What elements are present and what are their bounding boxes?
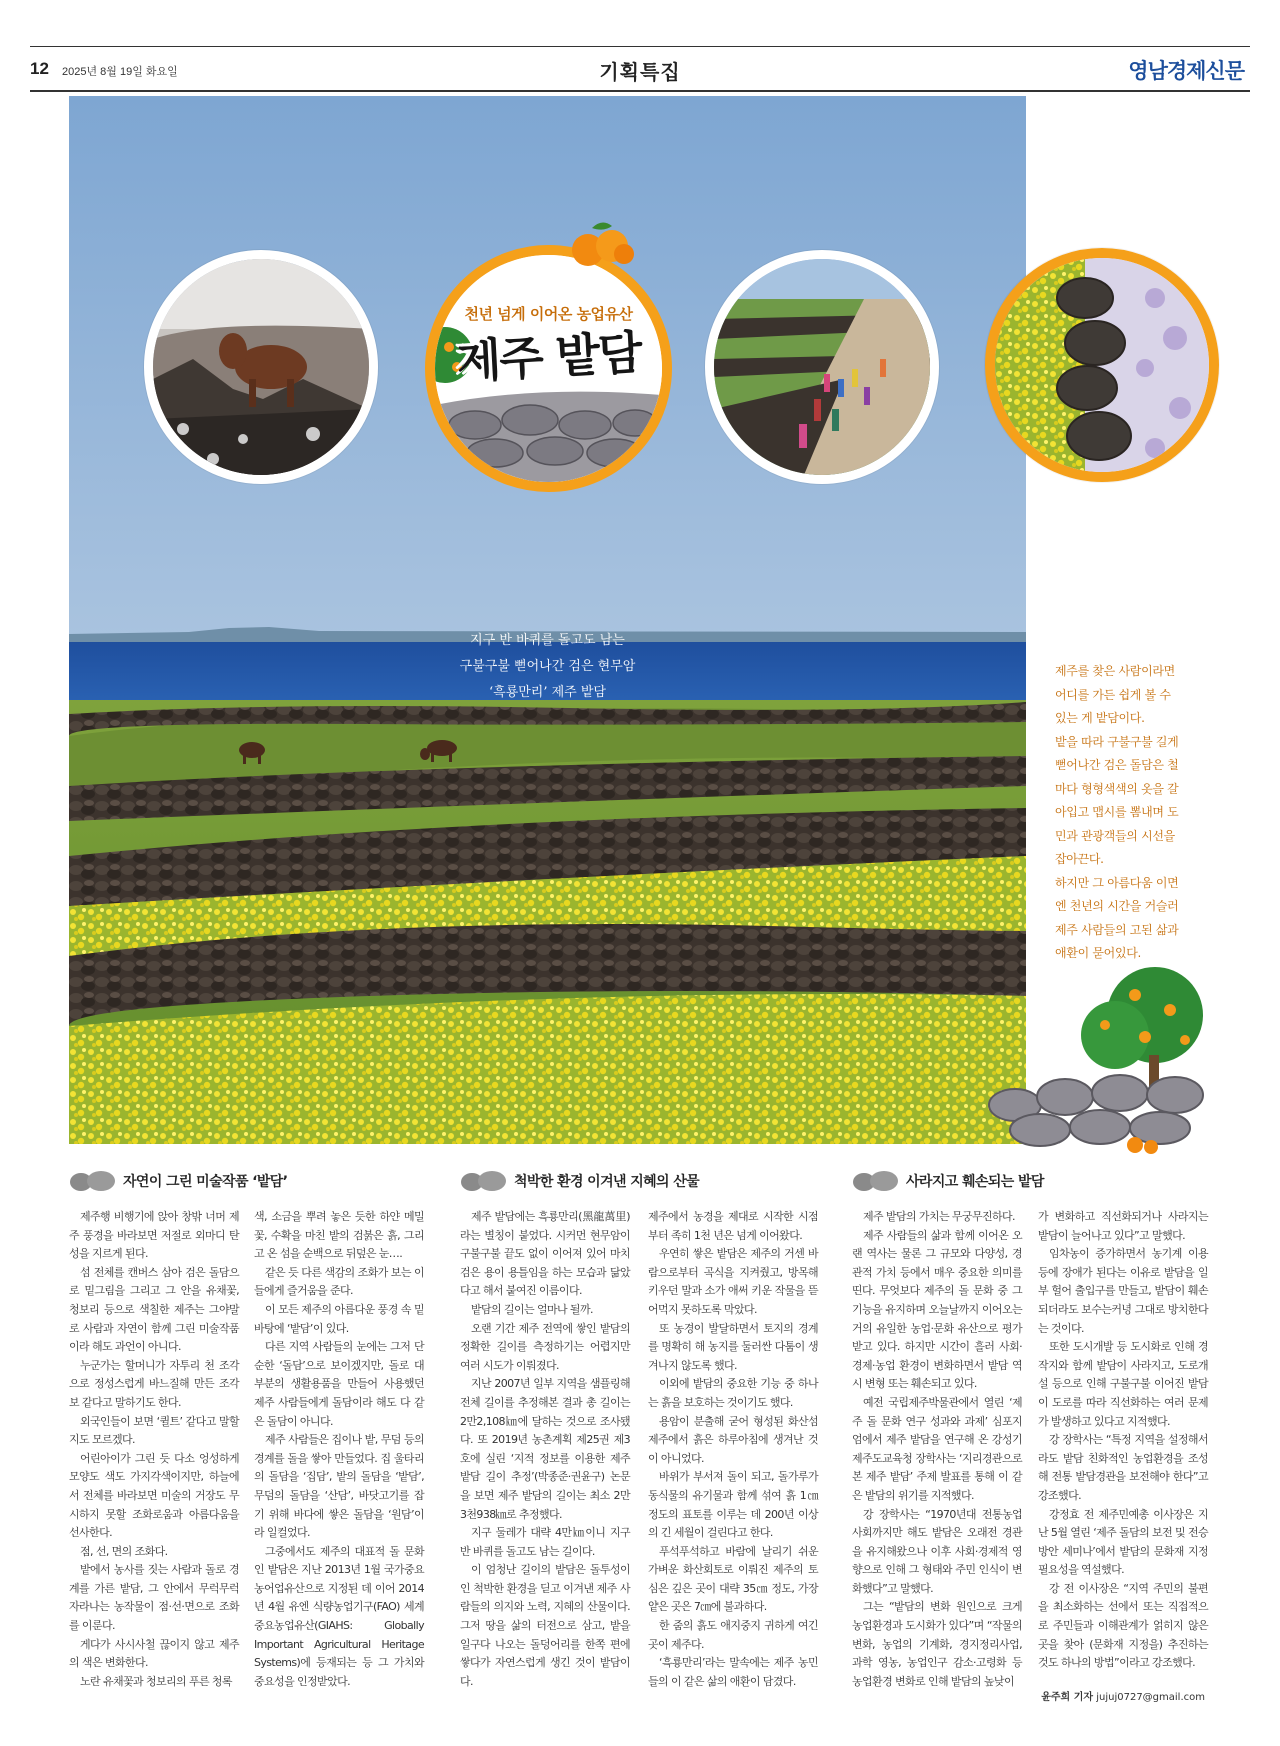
intro-line: 민과 관광객들의 시선을 (1055, 828, 1175, 843)
paragraph: 제주행 비행기에 앉아 창밖 너머 제주 풍경을 바라보면 저절로 외마디 탄성을 지르게 된다. (69, 1210, 239, 1261)
title-kicker: 천년 넘게 이어온 농업유산 (464, 305, 633, 323)
section-heading-text: 자연이 그린 미술작품 ‘밭담’ (123, 1174, 288, 1190)
newspaper-name: 영남경제신문 (1128, 59, 1244, 83)
article-column-3 (460, 1208, 630, 1691)
paragraph: 강정효 전 제주민예총 이사장은 지난 5월 열린 ‘제주 돌담의 보전 및 전승 방안 세미나’에서 밭담의 문화재 지정 필요성을 역설했다. (1038, 1507, 1208, 1577)
intro-line: 엔 천년의 시간을 거슬러 (1055, 899, 1179, 913)
article-column-1 (69, 1208, 239, 1691)
hero-subtitle (69, 628, 1026, 706)
paragraph: 그중에서도 제주의 대표적 돌 문화인 밭담은 지난 2013년 1월 국가중요농어업유산으로 지정된 데 이어 2014년 4월 유엔 식량농업기구(FAO) 세계중요농업유산(GIAHS: Globally Important Agricultural Heritage Systems)에 등재되는 등 그 가치와 중요성을 인정받았다. (254, 1544, 424, 1688)
paragraph: 다른 지역 사람들의 눈에는 그저 단순한 ‘돌담’으로 보이겠지만, 돌로 대부분의 생활용품을 만들어 사용했던 제주 사람들에게 돌담이라 해도 다 같은 돌담이 아니다. (254, 1340, 424, 1428)
paragraph: 제주 밭담의 가치는 무궁무진하다. (863, 1210, 1015, 1223)
intro-line: 하지만 그 아름다움 이면 (1055, 875, 1179, 890)
paragraph: 이외에 밭담의 중요한 기능 중 하나는 흙을 보호하는 것이기도 했다. (648, 1377, 818, 1409)
intro-line: 밭을 따라 구불구불 길게 (1055, 734, 1179, 749)
intro-line: 아입고 맵시를 뽐내며 도 (1055, 805, 1179, 819)
section-heading-1 (69, 1168, 409, 1194)
paragraph: 색, 소금을 뿌려 놓은 듯한 하얀 메밀꽃, 수확을 마친 밭의 검붉은 흙, 그리고 온 섬을 순백으로 뒤덮은 눈…. (254, 1210, 424, 1261)
paragraph: 제주 사람들의 삶과 함께 이어온 오랜 역사는 물론 그 규모와 다양성, 경관적 가치 등에서 매우 중요한 의미를 띤다. 무엇보다 제주의 돌 문화 중 그 기능을 유지하며 오늘날까지 이어오는 거의 유일한 농업·문화 유산으로 평가받고 있다. 하지만 시간이 흘러 사회·경제·농업 환경이 변화하면서 밭담 역시 변형 또는 훼손되고 있다. (852, 1228, 1022, 1391)
section-heading-3 (852, 1168, 1192, 1194)
article-column-2 (254, 1208, 424, 1691)
paragraph: 제주 밭담에는 흑룡만리(黑龍萬里)라는 별칭이 붙었다. 시커먼 현무암이 구불구불 끝도 없이 이어져 있어 마치 검은 용이 용틀임을 하는 모습과 닮았다고 해서 붙여진 이름이다. (460, 1210, 630, 1298)
paragraph: 이 엄청난 길이의 밭담은 돌투성이인 척박한 환경을 딛고 이겨낸 제주 사람들의 의지와 노력, 지혜의 산물이다. 그저 땅을 삶의 터전으로 삼고, 밭을 일구다 나오는 돌덩어리를 한쪽 편에 쌓다가 자연스럽게 생긴 것이 밭담이다. (460, 1563, 630, 1688)
paragraph: 밭에서 농사를 짓는 사람과 돌로 경계를 가른 밭담, 그 안에서 무럭무럭 자라나는 농작물이 점·선·면으로 조화를 이룬다. (69, 1563, 239, 1633)
paragraph: 강 장학사는 “특정 지역을 설정해서라도 밭담 친화적인 농업환경을 조성해 전통 밭담경관을 보전해야 한다”고 강조했다. (1038, 1433, 1208, 1502)
paragraph: 지구 둘레가 대략 4만㎞이니 지구 반 바퀴를 돌고도 남는 길이다. (460, 1526, 630, 1558)
paragraph: 바위가 부서져 돌이 되고, 돌가루가 동식물의 유기물과 함께 섞여 흙 1㎝ 정도의 표토를 이루는 데 200년 이상의 긴 세월이 걸린다고 한다. (648, 1470, 818, 1540)
paragraph: 한 줌의 흙도 애지중지 귀하게 여긴 곳이 제주다. (648, 1619, 818, 1651)
section-heading-text: 사라지고 훼손되는 밭담 (906, 1174, 1044, 1190)
paragraph: 섬 전체를 캔버스 삼아 검은 돌담으로 밑그림을 그리고 그 안을 유채꽃, 청보리 등으로 색칠한 제주는 그야말로 사람과 자연이 함께 그린 미술작품이라 해도 과언이 아니다. (69, 1265, 239, 1354)
paragraph: 강 장학사는 “1970년대 전통농업사회까지만 해도 밭담은 오래전 경관을 유지해왔으나 이후 사회·경제적 영향으로 인해 그 형태와 주민 인식이 변화했다”고 말했다. (852, 1507, 1022, 1595)
section-title: 기획특집 (599, 60, 681, 84)
intro-line: 애환이 묻어있다. (1055, 946, 1142, 960)
intro-line: 뻗어나간 검은 돌담은 철 (1055, 758, 1179, 772)
section-heading-2 (460, 1168, 800, 1194)
paragraph: 푸석푸석하고 바람에 날리기 쉬운 가벼운 화산회토로 이뤄진 제주의 토심은 깊은 곳이 대략 35㎝ 정도, 가장 얕은 곳은 7㎝에 불과하다. (648, 1544, 818, 1614)
page-header (30, 46, 1250, 92)
title-main: 제주 밭담 (455, 325, 642, 389)
intro-line: 제주 사람들의 고된 삶과 (1055, 922, 1179, 937)
issue-date: 2025년 8월 19일 화요일 (62, 66, 178, 78)
stone-icon (852, 1170, 900, 1192)
intro-line: 있는 게 밭담이다. (1055, 711, 1145, 725)
paragraph: 용암이 분출해 굳어 형성된 화산섬 제주에서 흙은 하루아침에 생겨난 것이 아니었다. (648, 1414, 818, 1465)
paragraph: 가 변화하고 직선화되거나 사라지는 밭담이 늘어나고 있다”고 말했다. (1038, 1210, 1208, 1242)
paragraph: 제주에서 농경을 제대로 시작한 시점부터 족히 1천 년은 넘게 이어왔다. (648, 1210, 818, 1242)
photo-circle-snow-horse (144, 250, 378, 484)
paragraph: ‘흑룡만리’라는 말속에는 제주 농민들의 이 같은 삶의 애환이 담겼다. (648, 1656, 818, 1688)
hero-subtitle-line: 지구 반 바퀴를 돌고도 남는 (470, 633, 625, 648)
intro-lead (1055, 660, 1215, 966)
paragraph: 게다가 사시사철 끊이지 않고 제주의 색은 변화한다. (69, 1637, 239, 1670)
paragraph: 누군가는 할머니가 자투리 천 조각으로 정성스럽게 바느질해 만든 조각보 같다고 말하기도 한다. (69, 1358, 239, 1409)
paragraph: 제주 사람들은 집이나 밭, 무덤 등의 경계를 돌을 쌓아 만들었다. 집 울타리의 돌담을 ‘집담’, 밭의 돌담을 ‘밭담’, 무덤의 돌담을 ‘산담’, 바닷고기를 잡기 위해 바다에 쌓은 돌담을 ‘원담’이라 일컬었다. (254, 1433, 424, 1540)
paragraph: 우연히 쌓은 밭담은 제주의 거센 바람으로부터 곡식을 지켜줬고, 방목해 키우던 말과 소가 애써 키운 작물을 뜯어먹지 못하도록 막았다. (648, 1247, 818, 1316)
hero-subtitle-line: 구불구불 뻗어나간 검은 현무암 (459, 659, 636, 674)
stone-icon (460, 1170, 508, 1192)
paragraph: 같은 듯 다른 색감의 조화가 보는 이들에게 즐거움을 준다. (254, 1265, 424, 1298)
paragraph: 어린아이가 그린 듯 다소 엉성하게 모양도 색도 가지각색이지만, 하늘에서 전체를 바라보면 미술의 거장도 무시하지 못할 조화로움과 아름다움을 선사한다. (69, 1451, 239, 1540)
byline (1041, 1688, 1205, 1703)
paragraph: 이 모든 제주의 아름다운 풍경 속 밑바탕에 ‘밭담’이 있다. (254, 1302, 424, 1335)
page-number: 12 (30, 59, 49, 78)
intro-line: 제주를 찾은 사람이라면 (1055, 664, 1175, 678)
stone-icon (69, 1170, 117, 1192)
section-heading-text: 척박한 환경 이겨낸 지혜의 산물 (514, 1174, 700, 1190)
paragraph: 또한 도시개발 등 도시화로 인해 경작지와 함께 밭담이 사라지고, 도로개설 등으로 인해 구불구불 이어진 밭담이 도로를 따라 직선화하는 여러 문제가 발생하고 있다고 지적했다. (1038, 1340, 1208, 1428)
paragraph: 노란 유채꽃과 청보리의 푸른 청록 (80, 1674, 232, 1688)
paragraph: 그는 “밭담의 변화 원인으로 크게 농업환경과 도시화가 있다”며 “작물의 변화, 농업의 기계화, 경지정리사업, 과학 영농, 농업인구 감소·고령화 등 농업환경 변화로 인해 밭담의 높낮이 (852, 1600, 1022, 1688)
article-column-4 (648, 1208, 818, 1691)
reporter-name: 윤주희 기자 (1041, 1692, 1094, 1703)
paragraph: 임차농이 증가하면서 농기계 이용 등에 장애가 된다는 이유로 밭담을 일부 헐어 출입구를 만들고, 밭담이 훼손되더라도 보수는커녕 그대로 방치한다는 것이다. (1038, 1247, 1208, 1335)
intro-line: 어디를 가든 쉽게 볼 수 (1055, 687, 1171, 702)
intro-line: 잡아끈다. (1055, 852, 1104, 866)
photo-circle-olle-walkers (705, 250, 939, 484)
paragraph: 예전 국립제주박물관에서 열린 ‘제주 돌 문화 연구 성과와 과제’ 심포지엄에서 제주 밭담을 연구해 온 강성기 제주도교육청 장학사는 ‘지리경관으로 본 제주 밭담’ 주제 발표를 통해 이 같은 밭담의 위기를 지적했다. (852, 1395, 1022, 1502)
paragraph: 점, 선, 면의 조화다. (80, 1544, 168, 1558)
hero-subtitle-line: ‘흑룡만리’ 제주 밭담 (489, 685, 606, 700)
paragraph: 밭담의 길이는 얼마나 될까. (471, 1302, 593, 1316)
reporter-email[interactable]: jujuj0727@gmail.com (1096, 1692, 1205, 1703)
paragraph: 지난 2007년 일부 지역을 샘플링해 전체 길이를 추정해본 결과 총 길이는 2만2,108㎞에 달하는 것으로 조사됐다. 또 2019년 농촌계획 제25권 제3호에 실린 ‘지적 정보를 이용한 제주 밭담 길이 추정’(박종준·권윤구) 논문을 보면 제주 밭담의 길이는 최소 2만3천938㎞로 추정했다. (460, 1377, 630, 1521)
paragraph: 강 전 이사장은 “지역 주민의 불편을 최소화하는 선에서 또는 직접적으로 주민들과 이해관계가 얽히지 않은 곳을 찾아 (문화재 지정을) 추진하는 것도 하나의 방법”이라고 강조했다. (1038, 1581, 1208, 1670)
tangerine-icon (562, 218, 642, 270)
paragraph: 또 농경이 발달하면서 토지의 경계를 명확히 해 농지를 둘러싼 다툼이 생겨나지 않도록 했다. (648, 1321, 818, 1372)
paragraph: 외국인들이 보면 ‘퀼트’ 같다고 말할지도 모르겠다. (69, 1414, 239, 1447)
intro-line: 마다 형형색색의 옷을 갈 (1055, 781, 1179, 796)
article-column-6 (1038, 1208, 1208, 1673)
photo-circle-flower-wall (985, 248, 1219, 482)
paragraph: 오랜 기간 제주 전역에 쌓인 밭담의 정확한 길이를 측정하기는 어렵지만 여러 시도가 이뤄졌다. (460, 1321, 630, 1372)
article-column-5 (852, 1208, 1022, 1691)
stone-wall-illustration (985, 965, 1209, 1155)
title-emblem (425, 245, 672, 492)
